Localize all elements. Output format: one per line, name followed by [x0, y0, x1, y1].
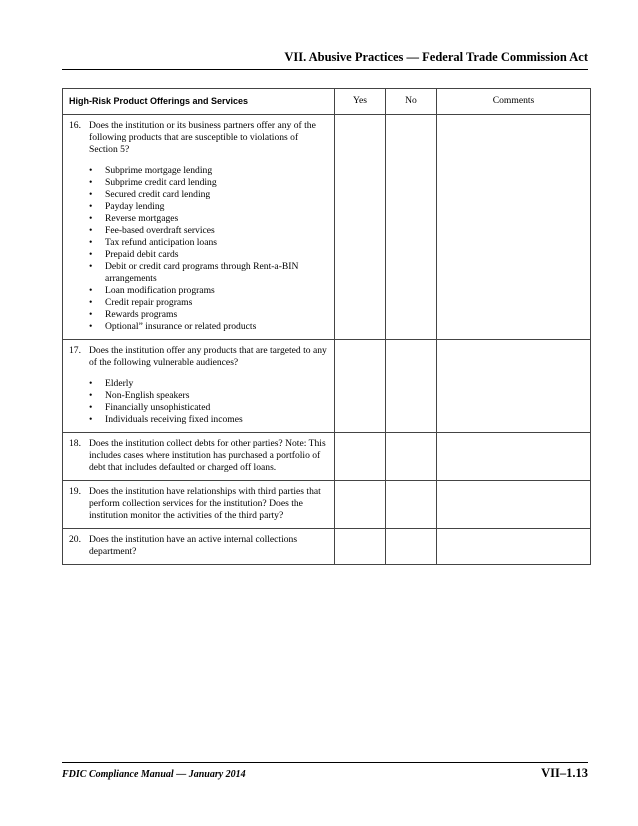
yes-answer-cell[interactable] [335, 115, 386, 340]
question-line [69, 438, 328, 474]
bullet-icon: • [89, 297, 93, 308]
question-number: 16. [69, 120, 81, 131]
column-header-no: No [386, 89, 437, 115]
bullet-icon: • [89, 165, 93, 176]
bullet-item [89, 165, 328, 177]
bullet-icon: • [89, 390, 93, 401]
bullet-item [89, 261, 328, 285]
bullet-text: Subprime mortgage lending [105, 165, 213, 176]
bullet-text: Tax refund anticipation loans [105, 237, 218, 248]
bullet-icon: • [89, 309, 93, 320]
bullet-item [89, 201, 328, 213]
question-line [69, 486, 328, 522]
question-cell [63, 481, 335, 529]
bullet-text: Fee-based overdraft services [105, 225, 215, 236]
no-answer-cell[interactable] [386, 481, 437, 529]
comments-answer-cell[interactable] [437, 433, 591, 481]
bullet-text: Non-English speakers [105, 390, 190, 401]
yes-answer-cell[interactable] [335, 481, 386, 529]
table-row [63, 433, 591, 481]
bullet-icon: • [89, 201, 93, 212]
no-answer-cell[interactable] [386, 340, 437, 433]
bullet-text: Debit or credit card programs through Rent-a-BIN arrangements [105, 261, 299, 284]
yes-answer-cell[interactable] [335, 529, 386, 565]
comments-answer-cell[interactable] [437, 481, 591, 529]
page-header-title: VII. Abusive Practices — Federal Trade Commission Act [284, 50, 588, 64]
checklist-table [62, 88, 591, 565]
bullet-icon: • [89, 321, 93, 332]
bullet-item [89, 249, 328, 261]
question-text: Does the institution or its business partners offer any of the following products that are susceptible to violations of Section 5? [89, 120, 316, 155]
question-line [69, 120, 328, 156]
question-number: 18. [69, 438, 81, 449]
bullet-text: Elderly [105, 378, 134, 389]
question-text: Does the institution collect debts for other parties? Note: This includes cases where institution has purchased a portfolio of debt that includes defaulted or charged off loans. [89, 438, 326, 473]
bullet-icon: • [89, 402, 93, 413]
footer-manual-date: FDIC Compliance Manual — January 2014 [62, 769, 246, 780]
column-header-comments: Comments [437, 89, 591, 115]
bullet-item [89, 414, 328, 426]
bullet-icon: • [89, 237, 93, 248]
bullet-item [89, 225, 328, 237]
bullet-text: Optional” insurance or related products [105, 321, 257, 332]
page-header [62, 50, 588, 70]
bullet-text: Prepaid debit cards [105, 249, 179, 260]
yes-answer-cell[interactable] [335, 340, 386, 433]
bullet-item [89, 402, 328, 414]
table-row [63, 529, 591, 565]
bullet-icon: • [89, 189, 93, 200]
question-cell [63, 433, 335, 481]
bullet-text: Reverse mortgages [105, 213, 179, 224]
bullet-item [89, 213, 328, 225]
question-cell [63, 529, 335, 565]
bullet-text: Subprime credit card lending [105, 177, 217, 188]
comments-answer-cell[interactable] [437, 340, 591, 433]
bullet-item [89, 378, 328, 390]
question-line [69, 345, 328, 369]
question-text: Does the institution have an active internal collections department? [89, 534, 298, 557]
bullet-text: Payday lending [105, 201, 165, 212]
table-header-row [63, 89, 591, 115]
table-row [63, 340, 591, 433]
bullet-text: Loan modification programs [105, 285, 215, 296]
no-answer-cell[interactable] [386, 529, 437, 565]
bullet-item [89, 390, 328, 402]
bullet-text: Rewards programs [105, 309, 178, 320]
question-cell [63, 340, 335, 433]
no-answer-cell[interactable] [386, 433, 437, 481]
bullet-item [89, 189, 328, 201]
page-footer [62, 762, 588, 781]
bullet-icon: • [89, 177, 93, 188]
no-answer-cell[interactable] [386, 115, 437, 340]
question-text: Does the institution have relationships with third parties that perform collection services for the institution? Does the institution monitor the activities of the third party? [89, 486, 321, 521]
footer-page-number: VII–1.13 [541, 766, 588, 780]
bullet-text: Credit repair programs [105, 297, 193, 308]
bullet-list [89, 165, 328, 333]
bullet-item [89, 177, 328, 189]
table-row [63, 115, 591, 340]
yes-answer-cell[interactable] [335, 433, 386, 481]
bullet-icon: • [89, 261, 93, 272]
question-number: 20. [69, 534, 81, 545]
bullet-icon: • [89, 225, 93, 236]
bullet-text: Financially unsophisticated [105, 402, 211, 413]
comments-answer-cell[interactable] [437, 115, 591, 340]
question-number: 17. [69, 345, 81, 356]
column-header-question: High-Risk Product Offerings and Services [63, 89, 335, 115]
bullet-icon: • [89, 249, 93, 260]
bullet-icon: • [89, 378, 93, 389]
bullet-item [89, 285, 328, 297]
bullet-text: Individuals receiving fixed incomes [105, 414, 243, 425]
bullet-item [89, 309, 328, 321]
question-number: 19. [69, 486, 81, 497]
bullet-item [89, 237, 328, 249]
question-text: Does the institution offer any products that are targeted to any of the following vulnerable audiences? [89, 345, 327, 368]
question-line [69, 534, 328, 558]
bullet-item [89, 297, 328, 309]
bullet-list [89, 378, 328, 426]
bullet-icon: • [89, 414, 93, 425]
bullet-icon: • [89, 285, 93, 296]
bullet-icon: • [89, 213, 93, 224]
column-header-yes: Yes [335, 89, 386, 115]
question-cell [63, 115, 335, 340]
bullet-text: Secured credit card lending [105, 189, 211, 200]
table-row [63, 481, 591, 529]
bullet-item [89, 321, 328, 333]
comments-answer-cell[interactable] [437, 529, 591, 565]
